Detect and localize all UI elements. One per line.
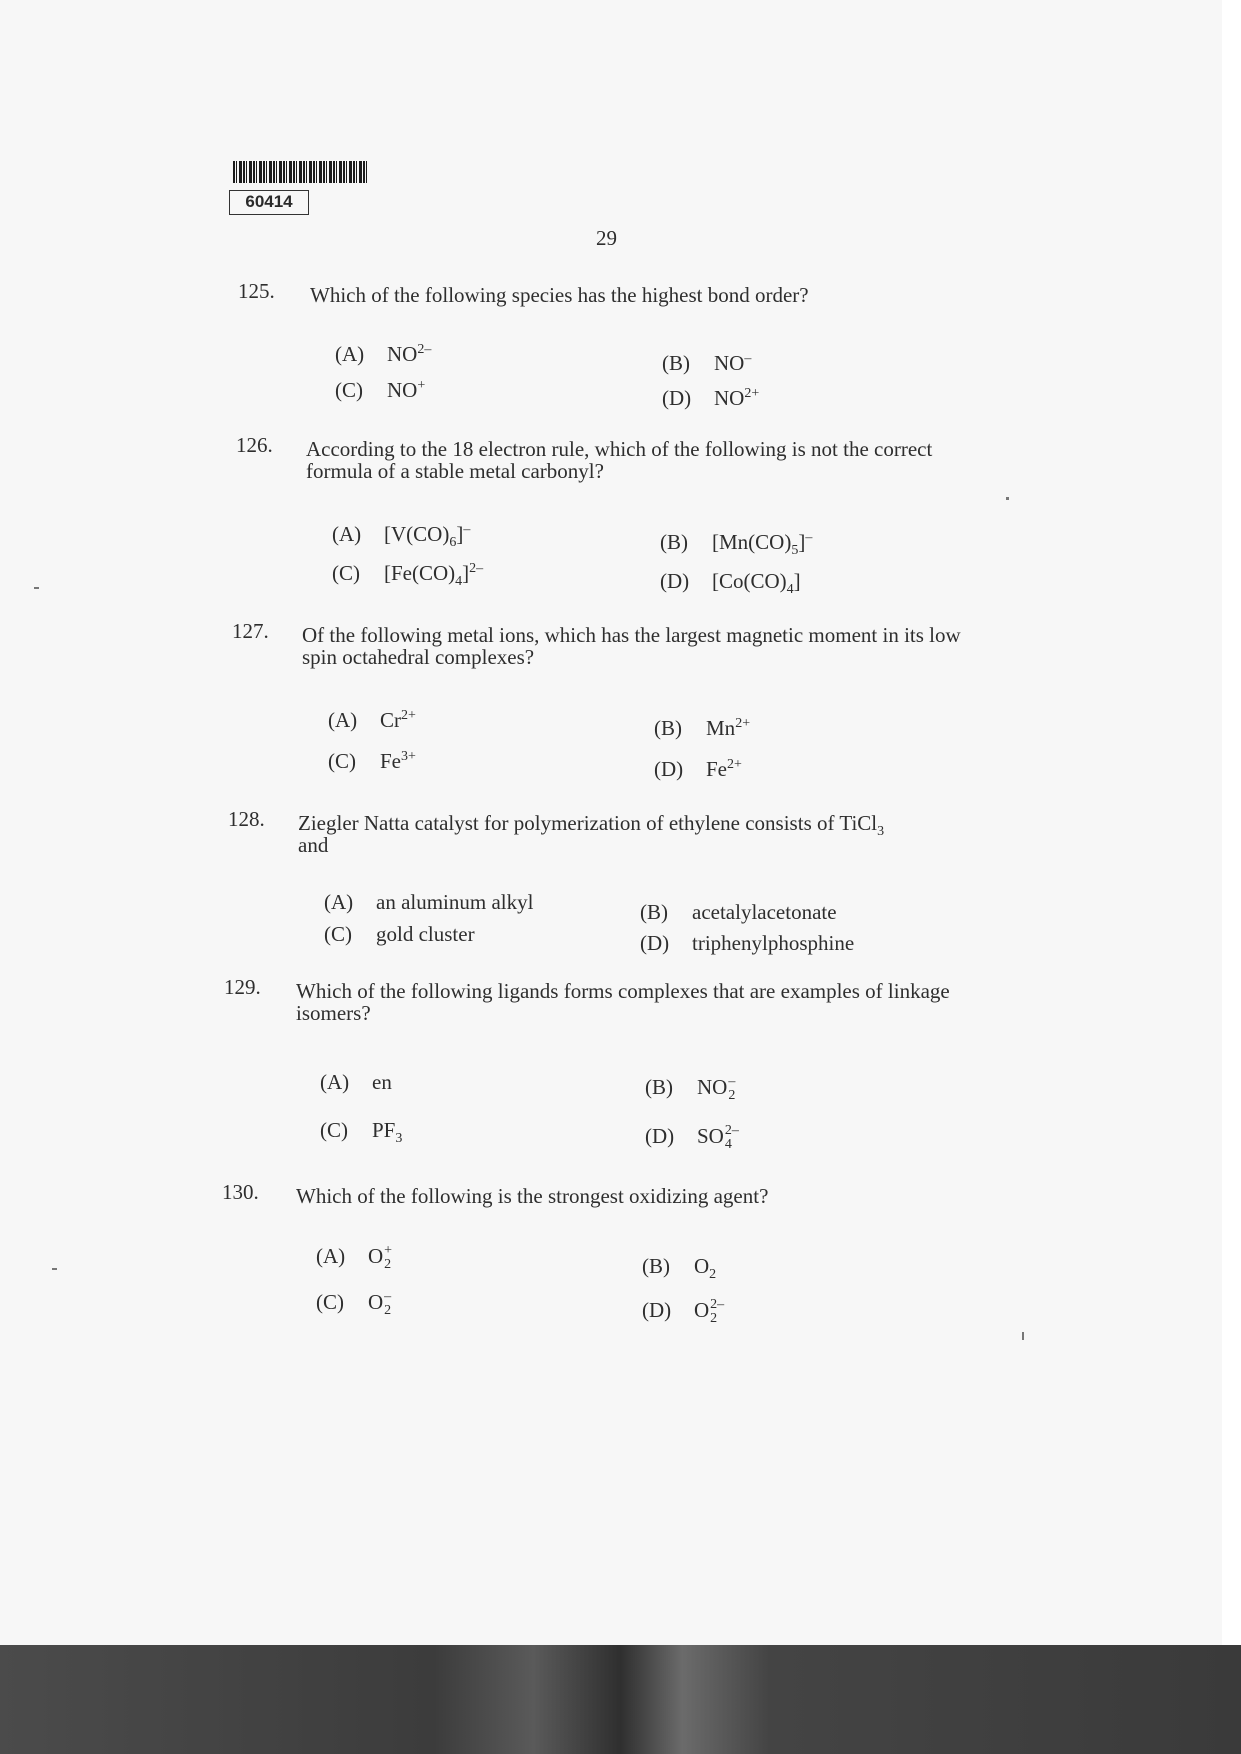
option-charge: + [384, 1243, 393, 1259]
option-charge-stack [384, 1290, 391, 1318]
option-charge: 2– [710, 1297, 725, 1313]
barcode [233, 161, 367, 183]
option-label: (B) [654, 716, 682, 740]
option-charge: – [728, 1074, 736, 1090]
option-subscript: 2 [728, 1088, 736, 1104]
question-text-subscript: 3 [877, 824, 885, 840]
page-margin [1222, 0, 1241, 1645]
option-charge: 2+ [735, 716, 751, 731]
option-label: (D) [654, 757, 684, 781]
option-c [328, 749, 416, 774]
option-label: (C) [332, 561, 360, 585]
question-number: 127. [232, 619, 269, 643]
option-bracket: ] [462, 561, 470, 585]
option-label: (B) [662, 351, 690, 375]
option-b [645, 1075, 735, 1103]
question-number: 129. [224, 975, 261, 999]
option-formula: Fe [706, 757, 727, 781]
option-d [662, 386, 759, 411]
question-text: Which of the following is the strongest oxidizing agent? [296, 1184, 769, 1208]
option-label: (D) [640, 931, 670, 955]
option-b [660, 530, 813, 559]
paper-code-box: 60414 [229, 190, 309, 215]
option-b [640, 900, 837, 925]
option-formula: O [368, 1290, 384, 1314]
scan-speck [1006, 497, 1009, 500]
option-a [316, 1244, 392, 1272]
question-text [298, 812, 998, 856]
option-charge: + [417, 378, 426, 393]
scanner-background-strip [0, 1645, 1241, 1754]
option-charge: 2– [724, 1123, 739, 1139]
option-formula: NO [714, 386, 745, 410]
option-subscript: 4 [455, 574, 463, 590]
option-charge: – [463, 522, 471, 537]
option-label: (B) [640, 900, 668, 924]
option-charge-stack [384, 1244, 392, 1272]
question-number: 126. [236, 433, 273, 457]
option-d [660, 569, 801, 598]
option-formula: SO [697, 1124, 724, 1148]
question-number: 130. [222, 1180, 259, 1204]
option-formula: [Fe(CO) [384, 561, 456, 585]
option-formula: NO [387, 342, 418, 366]
option-a [320, 1070, 392, 1095]
option-subscript: 6 [449, 535, 457, 551]
question-text-main: Ziegler Natta catalyst for polymerization of ethylene consists of TiCl [298, 811, 878, 835]
option-subscript: 2 [710, 1311, 718, 1327]
option-subscript: 4 [786, 582, 794, 598]
option-subscript: 4 [724, 1137, 732, 1153]
option-c [324, 922, 475, 947]
option-formula: NO [387, 378, 418, 402]
option-a [332, 522, 471, 551]
question-text: Which of the following species has the highest bond order? [310, 283, 809, 307]
scan-speck [52, 1268, 57, 1270]
option-text: acetalylacetonate [692, 900, 837, 924]
option-charge: – [744, 351, 752, 366]
option-label: (B) [660, 530, 688, 554]
option-charge: 3+ [401, 749, 416, 764]
question-text-end: and [298, 833, 329, 857]
option-d [642, 1298, 724, 1326]
question-text: Which of the following ligands forms complexes that are examples of linkage isomers? [296, 979, 950, 1025]
option-a [324, 890, 533, 915]
option-label: (C) [316, 1290, 344, 1314]
option-subscript: 2 [384, 1303, 392, 1319]
option-text: gold cluster [376, 922, 475, 946]
option-charge-stack [728, 1075, 735, 1103]
question-number: 128. [228, 807, 265, 831]
option-a [335, 342, 431, 367]
question-text: Of the following metal ions, which has the largest magnetic moment in its low spin octahedral complexes? [302, 623, 961, 669]
option-d [654, 757, 742, 782]
option-label: (D) [645, 1124, 675, 1148]
option-b [654, 716, 750, 741]
option-text: en [372, 1070, 392, 1094]
option-formula: NO [697, 1075, 728, 1099]
option-formula: Fe [380, 749, 401, 773]
option-formula: Cr [380, 708, 401, 732]
option-text: an aluminum alkyl [376, 890, 534, 914]
option-formula: [Mn(CO) [712, 530, 792, 554]
option-charge: 2– [469, 561, 484, 576]
option-subscript: 2 [384, 1257, 392, 1273]
question-text: According to the 18 electron rule, which of the following is not the correct formula of a stable metal carbonyl? [306, 437, 933, 483]
option-charge: 2– [417, 342, 432, 357]
option-c [332, 561, 484, 590]
option-label: (A) [335, 342, 365, 366]
option-bracket: ] [793, 569, 801, 593]
option-charge: 2+ [744, 386, 760, 401]
option-bracket: ] [798, 530, 806, 554]
scan-speck [34, 587, 39, 589]
option-bracket: ] [456, 522, 464, 546]
option-label: (C) [324, 922, 352, 946]
option-subscript: 5 [791, 543, 799, 559]
option-c [320, 1118, 403, 1147]
option-label: (A) [328, 708, 358, 732]
option-text: triphenylphosphine [692, 931, 855, 955]
option-label: (A) [324, 890, 354, 914]
option-d [645, 1124, 739, 1152]
option-label: (D) [642, 1298, 672, 1322]
question-number: 125. [238, 279, 275, 303]
option-formula: O [694, 1254, 710, 1278]
option-label: (C) [328, 749, 356, 773]
option-c [335, 378, 425, 403]
option-charge: 2+ [727, 757, 742, 772]
option-charge-stack [710, 1298, 724, 1326]
option-formula: [Co(CO) [712, 569, 787, 593]
option-c [316, 1290, 391, 1318]
option-formula: PF [372, 1118, 396, 1142]
option-label: (A) [316, 1244, 346, 1268]
option-charge: 2+ [401, 708, 416, 723]
option-b [642, 1254, 717, 1283]
option-formula: O [368, 1244, 384, 1268]
option-b [662, 351, 751, 376]
option-label: (C) [335, 378, 363, 402]
option-charge-stack [725, 1124, 739, 1152]
option-label: (A) [320, 1070, 350, 1094]
page-number: 29 [596, 226, 617, 250]
scan-speck [1022, 1332, 1024, 1340]
option-subscript: 3 [395, 1131, 403, 1147]
option-label: (D) [660, 569, 690, 593]
option-label: (B) [645, 1075, 673, 1099]
option-formula: NO [714, 351, 745, 375]
option-label: (C) [320, 1118, 348, 1142]
option-formula: [V(CO) [384, 522, 450, 546]
option-a [328, 708, 416, 733]
option-label: (A) [332, 522, 362, 546]
option-d [640, 931, 854, 956]
option-subscript: 2 [709, 1267, 717, 1283]
option-label: (B) [642, 1254, 670, 1278]
option-charge: – [805, 530, 813, 545]
option-formula: Mn [706, 716, 736, 740]
option-charge: – [384, 1289, 392, 1305]
option-label: (D) [662, 386, 692, 410]
option-formula: O [694, 1298, 710, 1322]
